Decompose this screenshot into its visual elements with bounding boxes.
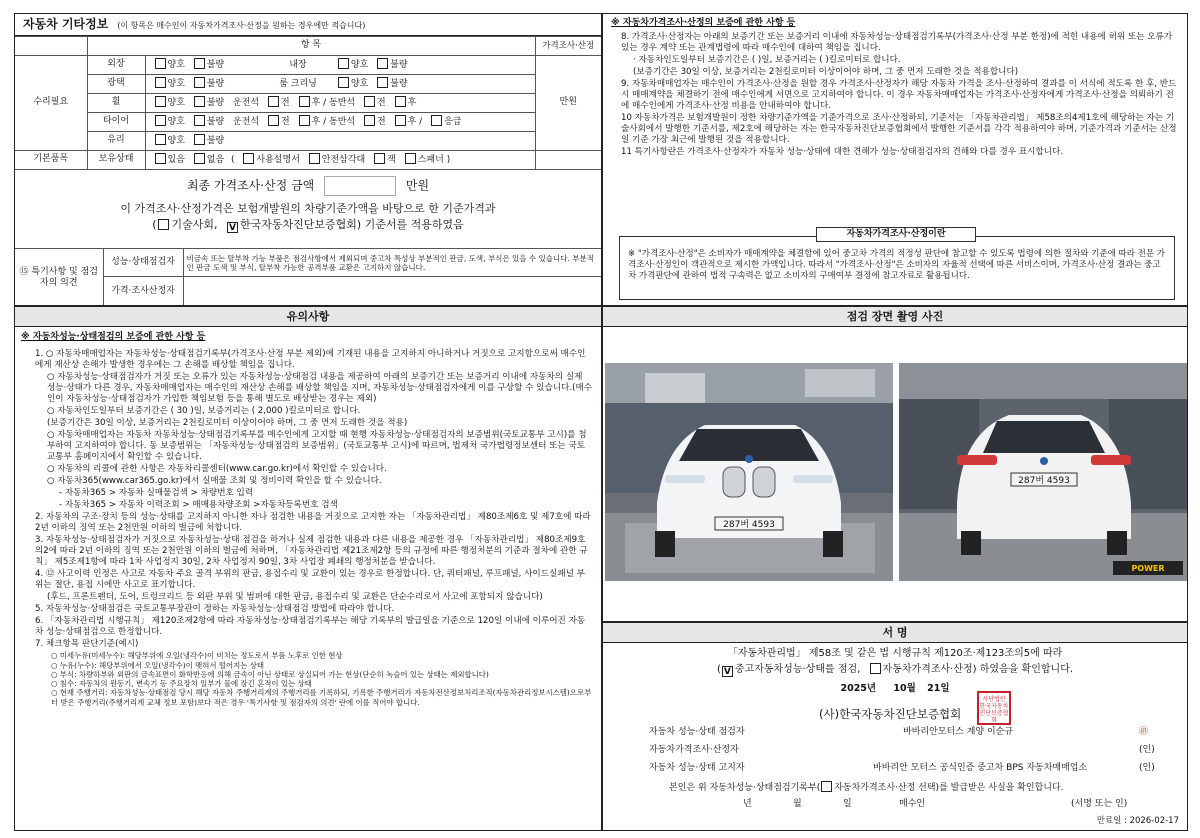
driver-label: 운전석	[233, 117, 260, 128]
slash-label: /	[419, 117, 423, 128]
checkbox-bad[interactable]	[377, 58, 388, 69]
bad-label: 불량	[390, 60, 408, 71]
sign-row-mark: (인)	[1139, 763, 1155, 773]
good-label: 양호	[167, 98, 185, 109]
price-notes-panel	[602, 13, 1188, 306]
glass-label: 유리	[87, 132, 145, 151]
checkbox-good[interactable]	[338, 77, 349, 88]
spanner-label: 스패너	[417, 155, 444, 166]
rear-label: 후	[311, 98, 321, 109]
basis-tech: 기술사회,	[171, 217, 218, 231]
front-label: 전	[377, 98, 386, 109]
expiry-date: 만료일 : 2026-02-17	[1096, 816, 1179, 827]
signature-date	[603, 683, 1187, 695]
note-8b: (보증기간은 30일 이상, 보증거리는 2천킬로미터 이상이어야 하며, 그 중 먼저 도래한 것을 적용합니다)	[633, 67, 1019, 78]
checkbox-price[interactable]	[870, 663, 881, 674]
lift-brand: POWER	[1131, 564, 1165, 573]
criteria-item: ○ 미세누유(미세누수): 해당부위에 오일(냉각수)이 비치는 정도로서 부품 노후로 인한 현상	[51, 651, 343, 661]
front-plate: 287버 4593	[723, 520, 775, 530]
sign-row-label: 자동차 성능·상태 고지자	[649, 763, 745, 773]
manual-label: 사용설명서	[256, 155, 300, 166]
criteria-item: ○ 현재 주행거리: 자동차성능·상태점검 당시 해당 자동차 주행거리계의 주행거리를 기록하되, 기록한 주행거리가 자동차전산정보처리조직(자동차관리정보시스템)으로부터 받은 주행거리(주행거리계 교체 정보 포함)보다 적은 경우 '특기사항 및 점검자의 의견' 란에 이를 적어야 합니다.	[51, 688, 592, 707]
other-info-title: 자동차 기타정보	[23, 17, 109, 31]
rear-label: 후	[407, 98, 417, 109]
good-label: 양호	[167, 117, 185, 128]
price-explain-text: ※ "가격조사·산정"은 소비자가 매매계약을 체결함에 있어 중고차 가격의 적정성 판단에 참고할 수 있도록 법령에 의한 절차와 기준에 따라 전문 가격조사·산정인이 객관적으로 제시한 가액입니다. 따라서 "가격조사·산정"은 소비자의 자율적 선택에 따른 서비스이며, 가격조사·산정 결과는 중고차 가격판단에 관하여 법적 구속력은 없고 소비자의 구매여부 결정에 참고자료로 활용됩니다.	[628, 249, 1166, 282]
note-11: 11 특기사항란은 가격조사·산정자가 자동차 성능·상태에 대한 견해가 성능·상태점검자의 견해와 다를 경우 표시합니다.	[621, 147, 1064, 158]
checkbox-spanner[interactable]	[405, 153, 416, 164]
front-label: 전	[377, 117, 386, 128]
checkbox-bad[interactable]	[194, 58, 205, 69]
no-label: 없음	[206, 155, 225, 166]
passenger-label: / 동반석	[323, 98, 356, 109]
checkbox-good[interactable]	[338, 58, 349, 69]
front-label: 전	[281, 98, 290, 109]
photos-header: 점검 장면 촬영 사진	[603, 307, 1187, 327]
signature-line1: 「자동차관리법」 제58조 및 같은 법 시행규칙 제120조·제123조의5에 따라	[727, 648, 1063, 659]
good-label: 양호	[167, 136, 185, 147]
checkbox-good[interactable]	[155, 115, 166, 126]
other-info-panel	[14, 13, 602, 306]
price-unit: 만원	[535, 56, 601, 151]
signature-line2-post: 자동차가격조사·산정) 하였음을 확인합니다.	[882, 663, 1074, 675]
caution-item: ○ 자동차인도일부터 보증기간은 ( 30 )일, 보증거리는 ( 2,000 )킬로미터로 합니다.	[47, 406, 361, 417]
caution-item: 7. 체크항목 판단기준(예시)	[35, 639, 139, 650]
special-notes-label: ⑮ 특기사항 및 점검자의 의견	[15, 249, 103, 307]
caution-item: (후드, 프론트펜더, 도어, 트렁크리드 등 외판 부위 및 범퍼에 대한 판금, 용접수리 및 교환은 단순수리로서 사고에 포함되지 않습니다)	[47, 592, 543, 603]
signature-line2-mid: 중고자동차성능·상태를 점검,	[734, 663, 861, 675]
final-price-input[interactable]	[324, 176, 396, 196]
price-explain-title: 자동차가격조사·산정이란	[816, 227, 976, 242]
room-label: 룸 크리닝	[279, 79, 317, 90]
price-checker-label: 가격·조사산정자	[103, 277, 183, 307]
wheel-row	[145, 94, 535, 113]
polish-row	[145, 75, 535, 94]
confirm-post: 자동차가격조사·산정 선택)를 발급받은 사실을 확인합니다.	[834, 783, 1064, 793]
checkbox-front[interactable]	[268, 96, 279, 107]
checkbox-good[interactable]	[155, 58, 166, 69]
checkbox-triangle[interactable]	[309, 153, 320, 164]
sign-day: 21일	[927, 682, 950, 694]
passenger-label: / 동반석	[323, 117, 356, 128]
note-10: 10 자동차가격은 보험개발원이 정한 차량기준가액을 기준가격으로 조사·산정하되, 기준서는 「자동차관리법」 제58조의4제1호에 해당하는 자는 기술사회에서 발행한 기준서를, 제2호에 해당하는 자는 한국자동차진단보증협회에서 발행한 기준서를 각각 적용하여야 하며, 기준가격과 기준서는 산정일 기준 가장 최근에 발행된 것을 적용합니다.	[621, 113, 1177, 146]
caution-item: ○ 자동차의 리콜에 관한 사항은 자동차리콜센터(www.car.go.kr)에서 확인할 수 있습니다.	[47, 464, 387, 475]
front-label: 전	[281, 117, 290, 128]
checkbox-kai[interactable]: V	[227, 222, 238, 233]
final-price-row	[15, 176, 601, 196]
checkbox-bad[interactable]	[377, 77, 388, 88]
bad-label: 불량	[206, 117, 225, 128]
date-year: 년	[743, 799, 752, 809]
criteria-item: ○ 침수: 자동차의 원동기, 변속기 등 주요장치 일부가 물에 잠긴 흔적이 있는 상태	[51, 679, 312, 688]
confirm-text	[669, 781, 1064, 794]
org-seal: 사단법인 한국자동차 진단보증협회	[977, 691, 1011, 725]
sign-row	[603, 727, 1188, 745]
checkbox-good[interactable]	[155, 77, 166, 88]
caution-item: - 자동차365 > 자동차 실매물검색 > 차량번호 입력	[59, 488, 254, 499]
perf-checker-text: 비금속 또는 탈부착 가능 부품은 점검사항에서 제외되며 중고차 특성상 부분적인 판금, 도색, 부식은 있을 수 있습니다. 부분적인 판금 도색 및 부식, 탈부착 가능한 공격부품 교환은 고지하지 않습니다.	[183, 249, 602, 277]
rear-car-photo	[899, 363, 1187, 581]
sign-row-label: 자동차가격조사·산정자	[649, 745, 739, 755]
checkbox-yes[interactable]	[155, 153, 166, 164]
checkbox-performance[interactable]: V	[722, 666, 733, 677]
rear-plate: 287버 4593	[1018, 476, 1070, 486]
checkbox-rear[interactable]	[395, 96, 406, 107]
criteria-item: ○ 부식: 차량하부와 외판의 금속표면이 화학반응에 의해 금속이 아닌 상태로 상실되어 가는 현상(단순히 녹슬어 있는 상태는 제외합니다)	[51, 669, 489, 679]
bad-label: 불량	[206, 60, 225, 71]
checkbox-rear[interactable]	[299, 96, 310, 107]
glass-row	[145, 132, 535, 151]
exterior-room-row	[145, 56, 535, 75]
checkbox-front[interactable]	[364, 115, 375, 126]
sign-row	[603, 763, 1188, 781]
basis-kai: 한국자동차진단보증협회) 기준서를 적용하였음	[240, 217, 464, 231]
checkbox-no[interactable]	[194, 153, 205, 164]
checkbox-rear[interactable]	[299, 115, 310, 126]
checkbox-rear[interactable]	[395, 115, 406, 126]
other-info-note: (이 항목은 매수인이 자동차가격조사·산정을 원하는 경우에만 적습니다)	[117, 21, 366, 30]
checkbox-jack[interactable]	[374, 153, 385, 164]
signature-line2-open: (	[716, 663, 721, 675]
checkbox-tech-society[interactable]	[158, 219, 169, 230]
caution-item: (보증기간은 30일 이상, 보증거리는 2천킬로미터 이상이어야 하며, 그 중 먼저 도래한 것을 적용)	[47, 418, 408, 429]
sign-row-mark: (인)	[1139, 745, 1155, 755]
final-price-label: 최종 가격조사·산정 금액	[186, 178, 315, 193]
checkbox-bad[interactable]	[194, 77, 205, 88]
caution-item: ○ 자동차성능·상태점검자가 거짓 또는 오류가 있는 자동차성능·상태점검 내용을 제공하여 아래의 보증기간 또는 보증거리 이내에 자동차의 실제 성능·상태가 다른 경우, 자동차매매업자는 매수인의 재산상 손해를 배상할 책임을 지며, 자동차성능·상태점검자에게 이를 구상할 수 있습니다.(매수인이 자동차성능·상태점검자가 가입한 책임보험 등을 통해 별도로 배상받는 경우는 제외)	[47, 372, 593, 405]
checkbox-front[interactable]	[364, 96, 375, 107]
other-info-table	[15, 36, 601, 170]
good-label: 양호	[350, 79, 369, 90]
checkbox-good[interactable]	[155, 96, 166, 107]
good-label: 양호	[167, 79, 185, 90]
buyer-label: 매수인	[899, 799, 926, 809]
checkbox-bad[interactable]	[194, 115, 205, 126]
checkbox-good[interactable]	[155, 134, 166, 145]
photos-panel	[602, 306, 1188, 622]
checkbox-bad[interactable]	[194, 134, 205, 145]
criteria-item: ○ 누유(누수): 해당부위에서 오일(냉각수)이 맺혀서 떨어지는 상태	[51, 660, 265, 670]
sign-year: 2025년	[840, 682, 877, 694]
basis-open: (	[152, 217, 157, 231]
date-month: 월	[793, 799, 802, 809]
checkbox-manual[interactable]	[243, 153, 254, 164]
jack-label: 잭	[387, 155, 396, 166]
confirm-pre: 본인은 위 자동차성능·상태점검기록부(	[669, 783, 821, 793]
status-label: 보유상태	[87, 151, 145, 170]
caution-item: - 자동차365 > 자동차 이력조회 > 매매용차량조회 >자동차등록번호 검색	[59, 500, 338, 511]
exterior-label: 외장	[87, 56, 145, 75]
confirm-row	[603, 781, 1188, 799]
criteria-list	[35, 651, 593, 707]
triangle-label: 안전삼각대	[321, 155, 366, 166]
caution-item: 4. ⑫ 사고이력 인정은 사고로 자동차 주요 골격 부위의 판금, 용접수리 및 교환이 있는 경우로 한정합니다. 단, 쿼터패널, 루프패널, 사이드실패널 부위는 절단, 용접 시에만 사고로 표기합니다.	[35, 569, 585, 591]
checkbox-emergency[interactable]	[431, 115, 442, 126]
yes-label: 있음	[167, 155, 185, 166]
note-8a: · 자동차인도일부터 보증기간은 ( )일, 보증거리는 ( )킬로미터로 합니다.	[633, 55, 901, 66]
final-price-unit: 만원	[405, 178, 430, 193]
tire-row	[145, 113, 535, 132]
signature-line2	[603, 663, 1187, 677]
wheel-label: 휠	[87, 94, 145, 113]
bad-label: 불량	[206, 79, 225, 90]
bad-label: 불량	[390, 79, 408, 90]
rear-car-image	[899, 363, 1187, 581]
perf-checker-label: 성능·상태점검자	[103, 249, 183, 277]
bad-label: 불량	[206, 136, 225, 147]
cautions-title: ※ 자동차성능·상태점검의 보증에 관한 사항 등	[21, 332, 206, 342]
checkbox-bad[interactable]	[194, 96, 205, 107]
sign-month: 10월	[893, 682, 916, 694]
rear-label: 후	[407, 117, 417, 128]
sign-row-label: 자동차 성능·상태 점검자	[649, 727, 745, 737]
caution-item: ○ 자동차매매업자는 자동차 자동차성능·상태점검기록부를 매수인에게 고지할 때 현행 자동차성능·상태점검자의 보증범위(국토교통부 고시)를 첨부하여 고지하여야 합니다. 동 보증범위는 「자동차성능·상태점검의 보증범위」(국토교통부 고시)에 따르며, 법제처 국가법령정보센터 또는 국토교통부 홈페이지에서 확인할 수 있습니다.	[47, 430, 587, 463]
cautions-header: 유의사항	[15, 307, 601, 327]
cautions-list	[21, 349, 593, 707]
sign-row-value: 바바리안 모터스 공식인증 중고차 BPS 자동차매매업소	[873, 763, 1088, 773]
special-notes-table	[15, 248, 602, 306]
tire-label: 타이어	[87, 113, 145, 132]
signature-rows	[603, 727, 1188, 817]
caution-item: 2. 자동차의 구조·장치 등의 성능·상태를 고지하지 아니한 자나 점검한 내용을 거짓으로 고지한 자는 「자동차관리법」 제80조제6호 및 제7호에 따라 2년 이하의 징역 또는 2천만원 이하의 벌금에 처합니다.	[35, 512, 591, 534]
sign-row-mark: ㊞	[1139, 727, 1149, 737]
note-9: 9. 자동차매매업자는 매수인이 가격조사·산정을 원할 경우 가격조사·산정자가 해당 자동차 가격을 조사·산정하여 결과를 이 서식에 적도록 한 후, 반드시 매매계약을 체결하기 전에 매수인에게 서면으로 고지하여야 합니다. 이 경우 자동차매매업자는 가격조사·산정자에게 가격조사·산정을 의뢰하기 전에 매수인에게 가격조사·산정 비용을 안내하여야 합니다.	[621, 79, 1177, 112]
front-car-photo	[605, 363, 893, 581]
good-label: 양호	[167, 60, 185, 71]
basis-line2	[15, 218, 601, 233]
signature-panel	[602, 622, 1188, 831]
caution-item: 5. 자동차성능·상태점검은 국토교통부장관이 정하는 자동차성능·상태점검 방법에 따라야 합니다.	[35, 604, 395, 615]
col-item: 항 목	[87, 37, 535, 56]
polish-label: 광택	[87, 75, 145, 94]
date-day: 일	[843, 799, 852, 809]
good-label: 양호	[350, 60, 369, 71]
emergency-label: 응급	[444, 117, 462, 128]
basic-items-row: 있음 없음 ( 사용설명서 안전삼각대 잭 스패너 )	[145, 151, 535, 170]
basis-line1: 이 가격조사·산정가격은 보험개발원의 차량기준가액을 바탕으로 한 기준가격과	[120, 202, 496, 215]
note-8: 8. 가격조사·산정자는 아래의 보증기간 또는 보증거리 이내에 자동차성능·상태점검기록부(가격조사·산정 부분 한정)에 적힌 내용에 허위 또는 오류가 있는 경우 계약 또는 관계법령에 따라 매수인에 대하여 책임을 집니다.	[621, 32, 1173, 54]
signature-org: (사)한국자동차진단보증협회	[819, 707, 962, 721]
caution-item: 6. 「자동차관리법 시행규칙」 제120조제2항에 따라 자동차성능·상태점검기록부는 해당 기록부의 발급일을 기준으로 120일 이내에 이루어진 자동차 성능·상태점검으로 한정합니다.	[35, 616, 586, 638]
rear-label: 후	[311, 117, 321, 128]
buyer-sign: (서명 또는 인)	[1071, 799, 1128, 809]
bad-label: 불량	[206, 98, 225, 109]
driver-label: 운전석	[233, 98, 260, 109]
caution-item: ○ 자동차365(www.car365.go.kr)에서 실매물 조회 및 정비이력 확인을 할 수 있습니다.	[47, 476, 382, 487]
repair-group-label: 수리필요	[15, 56, 87, 151]
basic-items-label: 기본품목	[15, 151, 87, 170]
checkbox-price-confirm[interactable]	[821, 781, 832, 792]
price-notes-title: ※ 자동차가격조사·산정의 보증에 관한 사항 등	[611, 18, 796, 28]
checkbox-front[interactable]	[268, 115, 279, 126]
caution-item: 1. ○ 자동차매매업자는 자동차성능·상태점검기록부(가격조사·산정 부분 제외)에 기재된 내용을 고지하지 아니하거나 거짓으로 고지함으로써 매수인에게 재산상 손해가 발생한 경우에는 그 손해를 배상할 책임을 집니다.	[35, 349, 586, 371]
interior-label: 내장	[289, 60, 307, 71]
date-row	[603, 799, 1188, 817]
sign-row	[603, 745, 1188, 763]
signature-header: 서 명	[603, 623, 1187, 643]
cautions-panel	[14, 306, 602, 831]
front-car-image	[605, 363, 893, 581]
caution-item: 3. 자동차성능·상태점검자가 거짓으로 자동차성능·상태 점검을 하거나 실제 점검한 내용과 다른 내용을 제공한 경우 「자동차관리법」 제80조제9호의2에 따라 2년 이하의 징역 또는 2천만원 이하의 벌금에 처하며, 「자동차관리법 제21조제2항 등의 규정에 따른 행정처분의 기준과 절차에 관한 규칙」 제5조제1항에 따라 1차 사업정지 30일, 2차 사업정지 90일, 3차 사업장 폐쇄의 행정처분을 받습니다.	[35, 535, 588, 568]
price-explain-box	[619, 229, 1175, 300]
sign-row-value: 바바리안모터스 계양 이순규	[903, 727, 1014, 737]
col-price: 가격조사·산정	[535, 37, 601, 56]
